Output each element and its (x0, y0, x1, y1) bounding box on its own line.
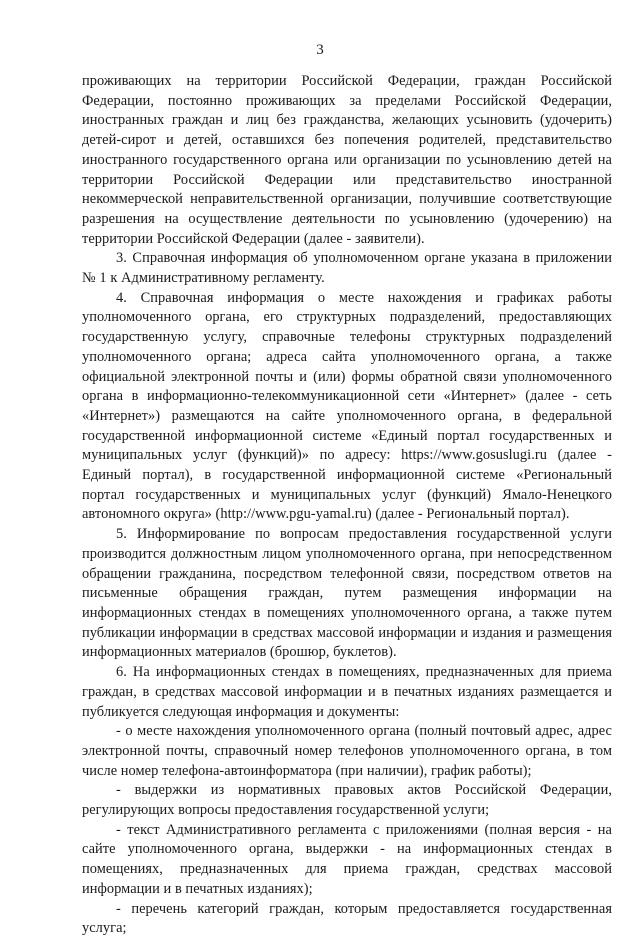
document-body (82, 72, 612, 939)
page-number: 3 (316, 42, 324, 58)
list-item-citizen-categories: - перечень категорий граждан, которым предоставляется государственная услуга; (82, 900, 612, 937)
paragraph-4: 4. Справочная информация о месте нахождения и графиках работы уполномоченного органа, его структурных подразделений, предоставляющих государственную услугу, справочные телефоны структурных подразделений уполномоченного органа; адреса сайта уполномоченного органа, а также официальной электронной почты и (или) формы обратной связи уполномоченного органа в информационно-телекоммуникационной сети «Интернет» (далее - сеть «Интернет») размещаются на сайте уполномоченного органа, в федеральной государственной информационной системе «Единый портал государственных и муниципальных услуг (функций)» по адресу: https://www.gosuslugi.ru (далее - Единый портал), в государственной информационной системе «Региональный портал государственных и муниципальных услуг (функций) Ямало-Ненецкого автономного округа» (http://www.pgu-yamal.ru) (далее - Региональный портал). (82, 289, 612, 523)
paragraph-applicants-continued: проживающих на территории Российской Федерации, граждан Российской Федерации, постоянно проживающих за пределами Российской Федерации, иностранных граждан и лиц без гражданства, желающих усыновить (удочерить) детей-сирот и детей, оставшихся без попечения родителей, представительство иностранного государственного органа или организации по усыновлению детей на территории Российской Федерации или представительство иностранной некоммерческой неправительственной организации, получившие соответствующие разрешения на осуществление деятельности по усыновлению (удочерению) на территории Российской Федерации (далее - заявители). (82, 73, 612, 247)
list-item-regulation-text: - текст Административного регламента с приложениями (полная версия - на сайте уполномоченного органа, выдержки - на информационных стендах в помещениях, предназначенных для приема граждан, средствах массовой информации и в печатных изданиях); (82, 821, 612, 897)
paragraph-3: 3. Справочная информация об уполномоченном органе указана в приложении № 1 к Административному регламенту. (82, 250, 612, 287)
list-item-legal-acts: - выдержки из нормативных правовых актов Российской Федерации, регулирующих вопросы предоставления государственной услуги; (82, 782, 612, 819)
paragraph-5: 5. Информирование по вопросам предоставления государственной услуги производится должностным лицом уполномоченного органа, при непосредственном обращении гражданина, посредством телефонной связи, посредством ответов на письменные обращения граждан, путем размещения информации на информационных стендах в помещениях уполномоченного органа, а также путем публикации информации в средствах массовой информации и издания и размещения информационных материалов (брошюр, буклетов). (82, 526, 612, 661)
paragraph-6: 6. На информационных стендах в помещениях, предназначенных для приема граждан, в средствах массовой информации и в печатных изданиях размещается и публикуется следующая информация и документы: (82, 664, 612, 720)
list-item-location: - о месте нахождения уполномоченного органа (полный почтовый адрес, адрес электронной почты, справочный номер телефонов уполномоченного органа, в том числе номер телефона-автоинформатора (при наличии), график работы); (82, 723, 612, 779)
